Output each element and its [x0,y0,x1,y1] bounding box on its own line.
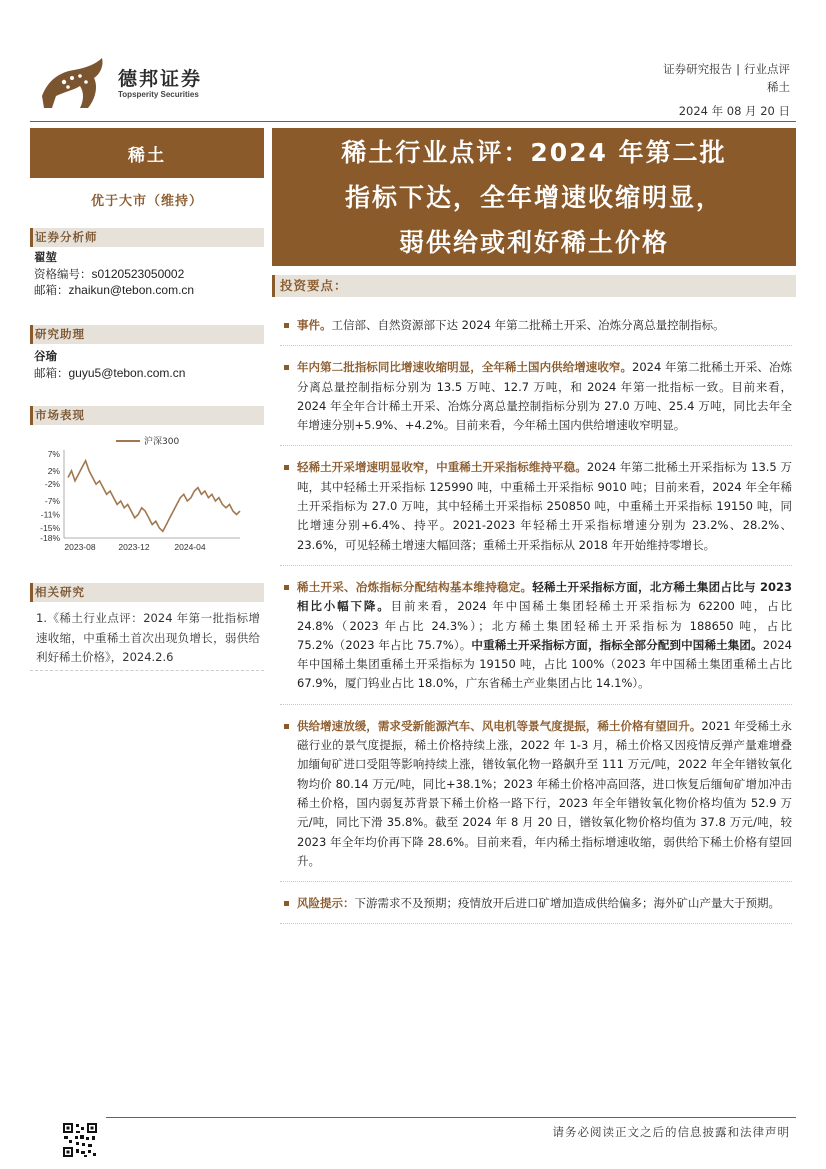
market-chart-svg [30,432,264,560]
header-divider [30,121,796,122]
title-line-3: 弱供给或利好稀土价格 [398,227,669,257]
market-heading: 市场表现 [30,406,264,425]
brand-name-en: Topsperity Securities [118,90,199,99]
analyst-email[interactable]: zhaikun@tebon.com.cn [68,283,195,297]
x-tick-label: 2023-08 [64,542,96,552]
y-tick-label: -15% [40,522,60,533]
y-tick-label: 7% [47,449,60,459]
y-tick-label: 2% [47,465,60,476]
left-divider [30,670,264,671]
analyst-heading: 证券分析师 [30,228,264,247]
analyst-info: 翟堃 资格编号：s0120523050002 邮箱：zhaikun@tebon.com.cn [34,250,195,297]
related-heading: 相关研究 [30,583,264,602]
bullet-divider [280,704,792,705]
analyst-cert: s0120523050002 [91,266,185,281]
bullet-allocation-structure: 稀土开采、冶炼指标分配结构基本维持稳定。轻稀土开采指标方面，北方稀土集团占比与 2023 相比小幅下降。目前来看，2024 年中国稀土集团轻稀土开采指标为 62200 吨，占比 24.8%（2023 年占比 24.3%）；北方稀土集团轻稀土开采指标为 188650 吨，占比 75.2%（2023 年占比 75.7%）。中重稀土开采指标方面，指标全部分配到中国稀土集团。2024 年中国稀土集团重稀土开采指标为 19150 吨，占比 100%（2023 年中国稀土集团重稀土占比 67.9%，厦门钨业占比 18.0%，广东省稀土产业集团占比 14.1%）。 [280,578,792,694]
sector-label: 稀土 [30,128,264,178]
assistant-heading: 研究助理 [30,325,264,344]
related-report-item[interactable]: 1.《稀土行业点评：2024 年第一批指标增速收缩，中重稀土首次出现负增长，弱供给利好稀土价格》，2024.2.6 [36,611,260,664]
report-type: 证券研究报告 [663,62,733,76]
bullet-supply-growth: 年内第二批指标同比增速收缩明显，全年稀土国内供给增速收窄。2024 年第二批稀土开采、冶炼分离总量控制指标分别为 13.5 万吨、12.7 万吨，和 2024 年第一批指标一致。目前来看，2024 年全年合计稀土开采、冶炼分离总量控制指标分别为 27.0 万吨、25.4 万吨，同比去年全年增速分别+5.9%、+4.2%。目前来看，今年稀土国内供给增速收窄明显。 [280,358,792,435]
assistant-email[interactable]: guyu5@tebon.com.cn [68,365,186,380]
bullet-divider [280,881,792,882]
leopard-logo-icon [38,56,110,112]
x-tick-label: 2023-12 [118,542,150,552]
bullet-light-rare-earth: 轻稀土开采增速明显收窄，中重稀土开采指标维持平稳。2024 年第二批稀土开采指标为 13.5 万吨，其中轻稀土开采指标 125990 吨，中重稀土开采指标 9010 吨；目前来看，2024 年全年稀土开采指标为 27.0 万吨，其中轻稀土开采指标 250850 吨，中重稀土开采指标 19150 吨，同比增速分别+6.4%、持平。2021-2023 年轻稀土开采指标增速分别为 23.2%、28.2%、23.6%，可见轻稀土增速大幅回落；重稀土开采指标从 2018 年开始维持零增长。 [280,458,792,554]
series-line-hs300 [68,461,240,532]
bullet-divider [280,345,792,346]
bullet-divider [280,445,792,446]
bullet-price-outlook: 供给增速放缓，需求受新能源汽车、风电机等景气度提振，稀土价格有望回升。2021 年受稀土永磁行业的景气度提振，稀土价格持续上涨，2022 年 1-3 月，稀土价格又因疫情反弹产量难增叠加缅甸矿进口受阻等影响持续上涨，镨钕氧化物一路飙升至 111 万元/吨，2022 年全年镨钕氧化物均价 80.14 万元/吨，同比+38.1%；2023 年稀土价格冲高回落，进口恢复后缅甸矿增加冲击稀土价格，国内弱复苏背景下稀土价格一路下行，2023 年全年镨钕氧化物价格均值为 52.9 万元/吨，同比下滑 35.8%。截至 2024 年 8 月 20 日，镨钕氧化物价格均值为 37.8 万元/吨，较 2023 年全年均价再下降 28.6%。目前来看，年内稀土指标增速收缩，弱供给下稀土价格有望回升。 [280,717,792,871]
assistant-info: 谷瑜 邮箱：guyu5@tebon.com.cn [34,349,186,380]
y-tick-label: -2% [44,479,60,490]
qr-code-icon [62,1122,98,1158]
footer-divider [106,1117,796,1118]
market-chart [30,432,264,560]
report-kind: 行业点评 [744,62,790,76]
report-meta: 证券研究报告 | 行业点评 稀土 2024 年 08 月 20 日 [663,62,790,118]
legend-label: 沪深300 [144,437,180,447]
brand-name-cn: 德邦证券 [118,68,203,90]
title-line-2: 指标下达，全年增速收缩明显， [344,182,723,212]
legal-disclaimer: 请务必阅读正文之后的信息披露和法律声明 [552,1125,790,1139]
x-tick-label: 2024-04 [174,542,206,552]
title-line-1: 稀土行业点评：2024 年第二批 [341,137,727,167]
y-tick-label: -11% [40,509,60,520]
y-tick-label: -7% [44,496,60,507]
y-tick-label: -18% [40,533,60,543]
bullet-risk: 风险提示：下游需求不及预期；疫情放开后进口矿增加造成供给偏多；海外矿山产量大于预期。 [280,894,792,913]
report-date: 2024 年 08 月 20 日 [678,104,790,118]
bullet-divider [280,923,792,924]
rating-label: 优于大市（维持） [90,194,203,209]
report-industry: 稀土 [767,80,790,94]
report-title [272,128,796,266]
assistant-name: 谷瑜 [34,349,57,363]
key-points-heading: 投资要点： [272,275,796,297]
key-points-list [280,316,792,936]
bullet-event: 事件。工信部、自然资源部下达 2024 年第二批稀土开采、冶炼分离总量控制指标。 [280,316,792,335]
bullet-divider [280,565,792,566]
analyst-name: 翟堃 [34,250,57,264]
